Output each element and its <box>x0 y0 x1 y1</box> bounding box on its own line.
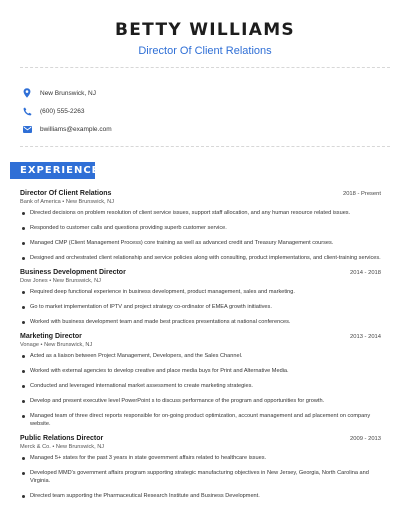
bullet-text: Conducted and leveraged international market assessment to create marketing strategies. <box>30 383 253 389</box>
bullet-dot-icon <box>22 242 25 245</box>
job-entry <box>20 435 381 500</box>
bullet-text: Directed team supporting the Pharmaceutical Research Institute and Business Development. <box>30 493 260 499</box>
job-meta <box>20 199 381 205</box>
resume-header <box>0 0 410 57</box>
job-dates: 2018 - Present <box>342 191 381 197</box>
location-pin-icon <box>22 88 32 98</box>
contact-location-text: New Brunswick, NJ <box>40 89 96 97</box>
contact-location <box>22 84 112 102</box>
bullet-dot-icon <box>22 415 25 418</box>
job-title: Director Of Client Relations <box>20 190 112 197</box>
job-location: New Brunswick, NJ <box>44 342 93 348</box>
bullet-text: Worked with business development team and made best practices presentations at national conferences. <box>30 319 291 325</box>
candidate-name: BETTY WILLIAMS <box>115 20 295 40</box>
contact-email-text: bwilliams@example.com <box>40 125 112 133</box>
bullet-dot-icon <box>22 385 25 388</box>
bullet-text: Developed MMD's government affairs program supporting strategic manufacturing objectives in New Jersey, Georgia, North Carolina and Virginia. <box>30 470 369 484</box>
contact-email <box>22 120 112 138</box>
job-bullets <box>20 454 381 500</box>
bullet-text: Managed CMP (Client Management Process) core training as well as advanced credit and Treasury Management courses. <box>30 240 334 246</box>
phone-icon <box>22 106 32 116</box>
experience-list <box>20 190 381 507</box>
meta-separator: • <box>60 199 66 205</box>
bullet-item <box>20 382 381 390</box>
bullet-text: Acted as a liaison between Project Management, Developers, and the Sales Channel. <box>30 353 243 359</box>
bullet-dot-icon <box>22 457 25 460</box>
job-entry <box>20 333 381 428</box>
bullet-text: Worked with external agencies to develop creative and place media buys for Print and Alternative Media. <box>30 368 289 374</box>
bullet-dot-icon <box>22 495 25 498</box>
bullet-item <box>20 397 381 405</box>
bullet-item <box>20 367 381 375</box>
bullet-text: Designed and orchestrated client relationship and service policies along with consulting, product implementations, and client-training services. <box>30 255 381 261</box>
bullet-item <box>20 454 381 462</box>
job-header <box>20 269 381 276</box>
bullet-text: Managed 5+ states for the past 3 years in state government affairs related to healthcare issues. <box>30 455 267 461</box>
job-meta <box>20 444 381 450</box>
meta-separator: • <box>47 278 53 284</box>
bullet-text: Directed decisions on problem resolution of client service issues, support staff allocation, and any human resource related issues. <box>30 210 351 216</box>
contact-phone-text: (600) 555-2263 <box>40 107 85 115</box>
job-header <box>20 333 381 340</box>
bullet-dot-icon <box>22 355 25 358</box>
bullet-item <box>20 209 381 217</box>
bullet-item <box>20 224 381 232</box>
job-meta <box>20 342 381 348</box>
job-title: Business Development Director <box>20 269 126 276</box>
job-title: Marketing Director <box>20 333 82 340</box>
candidate-title: Director Of Client Relations <box>138 45 272 57</box>
bullet-text: Responded to customer calls and questions providing superb customer service. <box>30 225 227 231</box>
job-meta <box>20 278 381 284</box>
job-company: Vonage <box>20 342 39 348</box>
job-header <box>20 435 381 442</box>
meta-separator: • <box>50 444 56 450</box>
contact-divider <box>20 146 390 147</box>
header-divider <box>20 67 390 68</box>
bullet-text: Go to market implementation of IPTV and project strategy co-ordinator of EMEA growth initiatives. <box>30 304 272 310</box>
bullet-text: Required deep functional experience in business development, product management, sales and marketing. <box>30 289 295 295</box>
bullet-dot-icon <box>22 306 25 309</box>
job-bullets <box>20 352 381 428</box>
job-dates: 2013 - 2014 <box>350 334 381 340</box>
job-dates: 2009 - 2013 <box>350 436 381 442</box>
bullet-dot-icon <box>22 212 25 215</box>
bullet-item <box>20 239 381 247</box>
bullet-text: Develop and present executive level PowerPoint s to discuss performance of the program and opportunities for growth. <box>30 398 325 404</box>
job-header <box>20 190 381 197</box>
job-company: Bank of America <box>20 199 61 205</box>
job-location: New Brunswick, NJ <box>65 199 114 205</box>
job-bullets <box>20 209 381 262</box>
meta-separator: • <box>38 342 45 348</box>
bullet-item <box>20 352 381 360</box>
bullet-item <box>20 254 381 262</box>
job-bullets <box>20 288 381 326</box>
bullet-item <box>20 412 381 428</box>
bullet-dot-icon <box>22 257 25 260</box>
experience-heading: EXPERIENCE <box>10 162 95 179</box>
bullet-dot-icon <box>22 291 25 294</box>
job-entry <box>20 190 381 262</box>
bullet-dot-icon <box>22 472 25 475</box>
bullet-item <box>20 303 381 311</box>
job-location: New Brunswick, NJ <box>55 444 105 450</box>
bullet-dot-icon <box>22 321 25 324</box>
bullet-dot-icon <box>22 400 25 403</box>
contact-list <box>22 84 112 138</box>
job-company: Dow Jones <box>20 278 48 284</box>
job-entry <box>20 269 381 326</box>
bullet-text: Managed team of three direct reports responsible for on-going product optimization, account management and ad placement on company website. <box>30 413 371 427</box>
bullet-item <box>20 288 381 296</box>
job-location: New Brunswick, NJ <box>52 278 101 284</box>
job-title: Public Relations Director <box>20 435 104 442</box>
email-icon <box>22 124 32 134</box>
bullet-dot-icon <box>22 227 25 230</box>
job-dates: 2014 - 2018 <box>350 270 381 276</box>
bullet-dot-icon <box>22 370 25 373</box>
bullet-item <box>20 318 381 326</box>
job-company: Merck & Co. <box>20 444 51 450</box>
bullet-item <box>20 469 381 485</box>
contact-phone <box>22 102 112 120</box>
bullet-item <box>20 492 381 500</box>
